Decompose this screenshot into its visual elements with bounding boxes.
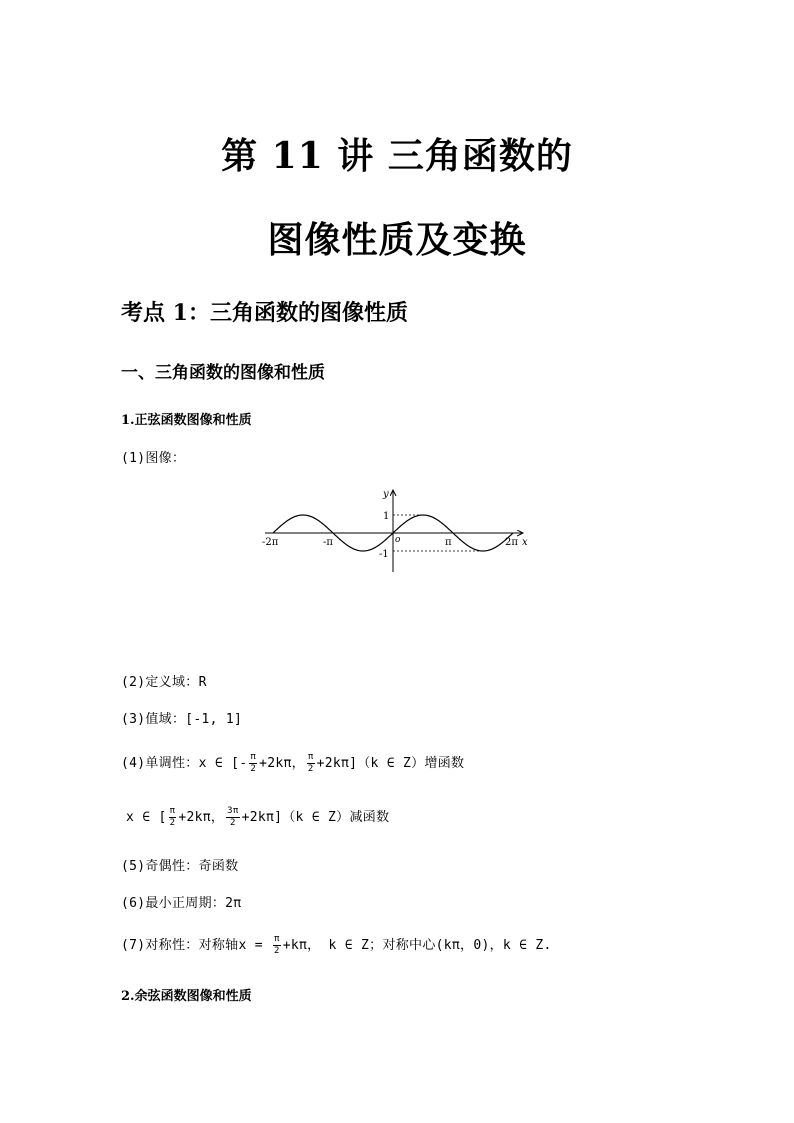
mono2-prefix: x ∈ [ xyxy=(126,810,167,825)
fraction-denominator: 2 xyxy=(230,818,236,828)
x-tick-2pi: 2π xyxy=(505,537,518,548)
fraction-denominator: 2 xyxy=(169,818,176,828)
mono2-suffix: +2kπ]（k ∈ Z）减函数 xyxy=(241,810,390,825)
y-tick-1: 1 xyxy=(383,511,390,522)
fraction xyxy=(169,806,177,829)
sine-heading: 1.正弦函数图像和性质 xyxy=(121,413,252,428)
sine-graph xyxy=(255,484,545,576)
fraction-denominator: 2 xyxy=(307,764,314,774)
fraction xyxy=(249,752,257,775)
page-title-line-1: 第 11 讲 三角函数的 xyxy=(221,135,573,177)
fraction-numerator: π xyxy=(274,934,280,944)
fraction-numerator: π xyxy=(250,752,257,762)
x-axis-label: x xyxy=(522,537,528,548)
section-heading: 考点 1：三角函数的图像性质 xyxy=(121,300,408,326)
y-tick-minus-1: -1 xyxy=(379,549,389,560)
y-axis-label: y xyxy=(383,489,389,500)
parity-line: (5)奇偶性：奇函数 xyxy=(121,859,239,874)
fraction xyxy=(307,752,315,775)
fraction-numerator: π xyxy=(169,806,176,816)
fraction xyxy=(226,806,239,829)
symmetry-prefix: (7)对称性：对称轴x = xyxy=(121,938,271,953)
fraction-numerator: 3π xyxy=(227,806,239,816)
period-line: (6)最小正周期：2π xyxy=(121,896,242,911)
fraction xyxy=(273,934,281,957)
mono2-mid: +2kπ， xyxy=(178,810,225,825)
monotonic-increase-line xyxy=(121,752,464,775)
fraction-numerator: π xyxy=(307,752,314,762)
x-tick-minus-pi: -π xyxy=(323,537,333,548)
mono-prefix: (4)单调性：x ∈ [- xyxy=(121,756,248,771)
page-title-line-2: 图像性质及变换 xyxy=(267,219,527,261)
origin-label: o xyxy=(395,535,401,545)
mono-suffix: +2kπ]（k ∈ Z）增函数 xyxy=(316,756,465,771)
subsection-heading: 一、三角函数的图像和性质 xyxy=(121,363,325,383)
x-tick-minus-2pi: -2π xyxy=(262,537,279,548)
fraction-denominator: 2 xyxy=(250,764,257,774)
symmetry-line xyxy=(121,934,552,957)
cosine-heading: 2.余弦函数图像和性质 xyxy=(121,989,252,1004)
graph-label: (1)图像： xyxy=(121,451,186,466)
range-line: (3)值域：[-1, 1] xyxy=(121,712,243,727)
symmetry-suffix: +kπ， k ∈ Z；对称中心(kπ，0)，k ∈ Z. xyxy=(282,938,552,953)
fraction-denominator: 2 xyxy=(274,946,280,956)
x-tick-pi: π xyxy=(445,537,452,548)
mono-mid: +2kπ， xyxy=(259,756,305,771)
monotonic-decrease-line xyxy=(126,806,389,829)
domain-line: (2)定义域：R xyxy=(121,675,207,690)
